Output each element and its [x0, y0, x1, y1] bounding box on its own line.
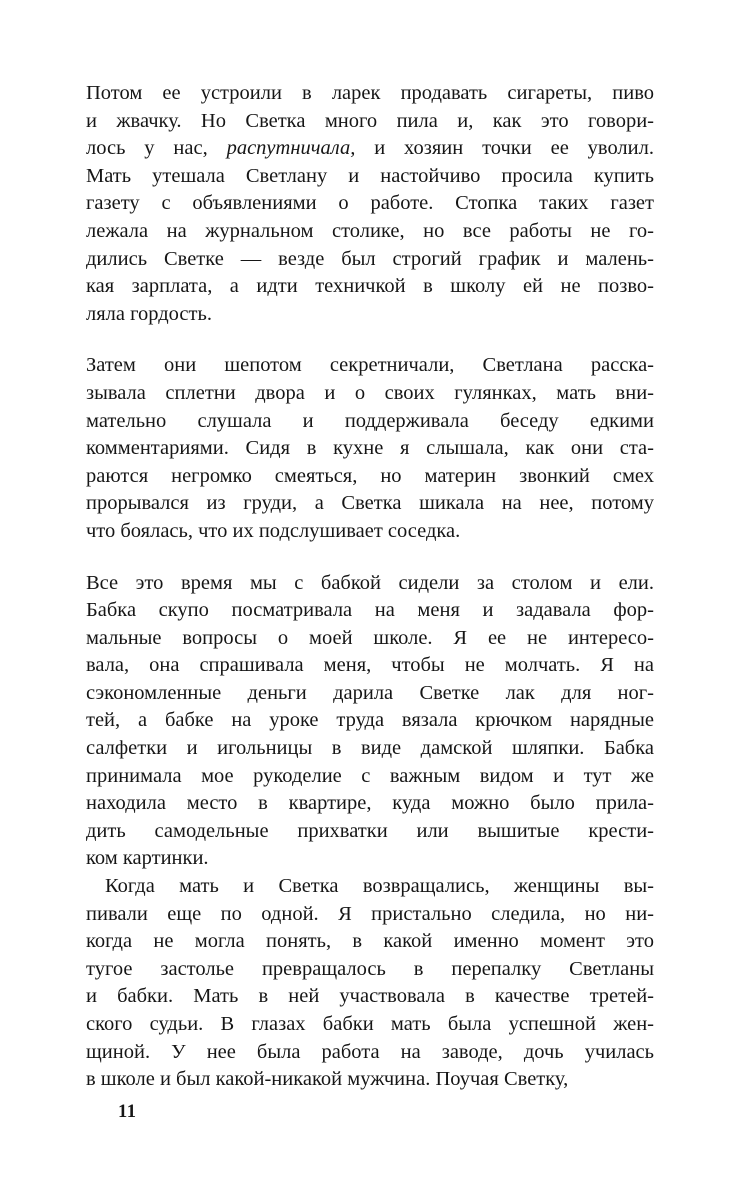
text-line [86, 463, 654, 491]
text-segment: Когда мать и Светка возвращались, женщины вы- [105, 875, 654, 898]
text-line [86, 190, 654, 218]
text-segment: и хозяин точки ее уволил. [355, 137, 654, 160]
text-segment: вала, она спрашивала меня, чтобы не молчать. Я на [86, 654, 654, 677]
text-line [86, 108, 654, 136]
text-segment: что боялась, что их подслушивает соседка. [86, 519, 461, 542]
text-line [86, 80, 654, 108]
paragraph [86, 80, 654, 328]
text-line [86, 135, 654, 163]
text-segment: находила место в квартире, куда можно было прила- [86, 792, 654, 815]
text-line [86, 652, 654, 680]
text-line [86, 1011, 654, 1039]
text-segment: когда не могла понять, в какой именно момент это [86, 930, 654, 953]
text-segment: Затем они шепотом секретничали, Светлана расска- [86, 354, 654, 377]
italic-text: распутничала, [226, 137, 356, 160]
text-segment: прорывался из груди, а Светка шикала на нее, потому [86, 492, 654, 515]
text-line [86, 901, 654, 929]
text-segment: зывала сплетни двора и о своих гулянках, мать вни- [86, 381, 654, 404]
text-line [86, 163, 654, 191]
text-line [86, 408, 654, 436]
text-line [86, 246, 654, 274]
text-segment: и жвачку. Но Светка много пила и, как это говори- [86, 109, 654, 132]
text-line [86, 707, 654, 735]
text-line [86, 680, 654, 708]
text-segment: щиной. У нее была работа на заводе, дочь училась [86, 1040, 654, 1063]
text-line [86, 873, 654, 901]
text-line [86, 790, 654, 818]
text-segment: Потом ее устроили в ларек продавать сигареты, пиво [86, 82, 654, 104]
text-line [86, 273, 654, 301]
text-line [86, 301, 654, 329]
page-number: 11 [118, 1102, 137, 1122]
text-segment: лось у нас, [86, 137, 227, 160]
text-segment: газету с объявлениями о работе. Стопка таких газет [86, 192, 654, 215]
text-segment: Все это время мы с бабкой сидели за столом и ели. [86, 571, 654, 594]
text-line [86, 597, 654, 625]
text-segment: и бабки. Мать в ней участвовала в качестве третей- [86, 985, 654, 1008]
paragraph [86, 570, 654, 874]
text-line [86, 625, 654, 653]
text-segment: раются негромко смеяться, но материн звонкий смех [86, 464, 654, 487]
text-line [86, 1039, 654, 1067]
text-line [86, 845, 654, 873]
text-segment: Мать утешала Светлану и настойчиво просила купить [86, 164, 654, 187]
text-segment: принимала мое рукоделие с важным видом и тут же [86, 764, 654, 787]
text-segment: лежала на журнальном столике, но все работы не го- [86, 219, 654, 242]
text-segment: Бабка скупо посматривала на меня и задавала фор- [86, 599, 654, 622]
text-block [86, 80, 654, 1094]
text-line [86, 352, 654, 380]
text-segment: дить самодельные прихватки или вышитые крести- [86, 819, 654, 842]
paragraph [86, 352, 654, 545]
text-line [86, 218, 654, 246]
text-segment: мальные вопросы о моей школе. Я ее не интересо- [86, 626, 654, 649]
text-segment: кая зарплата, а идти техничкой в школу ей не позво- [86, 275, 654, 298]
text-segment: дились Светке — везде был строгий график и малень- [86, 247, 654, 270]
text-segment: сэкономленные деньги дарила Светке лак для ног- [86, 681, 654, 704]
paragraph [86, 873, 654, 1094]
text-segment: мательно слушала и поддерживала беседу едкими [86, 409, 654, 432]
text-segment: салфетки и игольницы в виде дамской шляпки. Бабка [86, 737, 654, 760]
text-line [86, 518, 654, 546]
text-segment: ком картинки. [86, 847, 209, 870]
text-line [86, 818, 654, 846]
text-segment: ляла гордость. [86, 302, 212, 325]
text-segment: тугое застолье превращалось в перепалку Светланы [86, 957, 654, 980]
text-line [86, 956, 654, 984]
text-line [86, 570, 654, 598]
text-line [86, 763, 654, 791]
text-segment: в школе и был какой-никакой мужчина. Поучая Светку, [86, 1068, 569, 1091]
text-line [86, 490, 654, 518]
text-line [86, 1066, 654, 1094]
text-line [86, 735, 654, 763]
text-segment: комментариями. Сидя в кухне я слышала, как они ста- [86, 437, 654, 460]
text-segment: пивали еще по одной. Я пристально следила, но ни- [86, 902, 654, 925]
text-segment: ского судьи. В глазах бабки мать была успешной жен- [86, 1013, 654, 1035]
text-line [86, 380, 654, 408]
text-line [86, 983, 654, 1011]
text-segment: тей, а бабке на уроке труда вязала крючком нарядные [86, 709, 654, 732]
text-line [86, 928, 654, 956]
text-line [86, 435, 654, 463]
